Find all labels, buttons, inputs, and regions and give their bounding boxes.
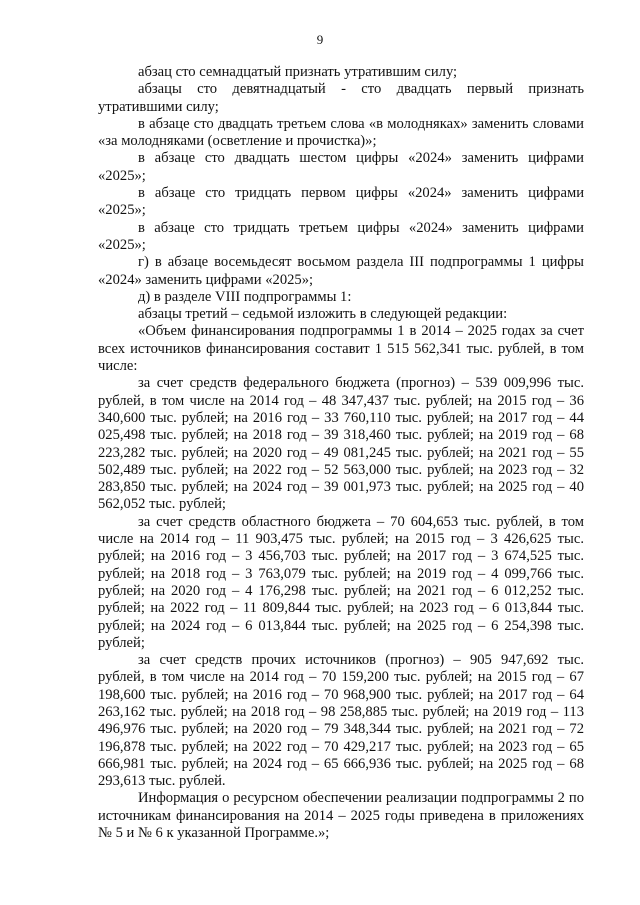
paragraph: абзац сто семнадцатый признать утратившим силу; xyxy=(138,64,458,80)
paragraph: в абзаце сто двадцать шестом цифры «2024» заменить цифрами «2025»; xyxy=(98,150,584,184)
paragraph: за счет средств федерального бюджета (прогноз) – 539 009,996 тыс. рублей, в том числе на 2014 год – 48 347,437 тыс. рублей; на 2015 год – 36 340,600 тыс. рублей; на 2016 год – 33 760,110 тыс. рублей; на 2017 год – 44 025,498 тыс. рублей; на 2018 год – 39 318,460 тыс. рублей; на 2019 год – 68 223,282 тыс. рублей; на 2020 год – 49 081,245 тыс. рублей; на 2021 год – 55 502,489 тыс. рублей; на 2022 год – 52 563,000 тыс. рублей; на 2023 год – 32 283,850 тыс. рублей; на 2024 год – 39 001,973 тыс. рублей; на 2025 год – 40 562,052 тыс. рублей; xyxy=(98,375,584,513)
paragraph: в абзаце сто тридцать третьем цифры «2024» заменить цифрами «2025»; xyxy=(98,219,584,253)
paragraph: абзацы сто девятнадцатый - сто двадцать первый признать утратившими силу; xyxy=(98,81,584,115)
page-number: 9 xyxy=(316,32,324,47)
paragraph: за счет средств областного бюджета – 70 604,653 тыс. рублей, в том числе на 2014 год – 11 903,475 тыс. рублей; на 2015 год – 3 426,625 тыс. рублей; на 2016 год – 3 456,703 тыс. рублей; на 2017 год – 3 674,525 тыс. рублей; на 2018 год – 3 763,079 тыс. рублей; на 2019 год – 4 099,766 тыс. рублей; на 2020 год – 4 176,298 тыс. рублей; на 2021 год – 6 012,252 тыс. рублей; на 2022 год – 11 809,844 тыс. рублей; на 2023 год – 6 013,844 тыс. рублей; на 2024 год – 6 013,844 тыс. рублей; на 2025 год – 6 254,398 тыс. рублей; xyxy=(98,513,584,651)
paragraph: абзацы третий – седьмой изложить в следующей редакции: xyxy=(138,306,508,323)
paragraph: в абзаце сто тридцать первом цифры «2024» заменить цифрами «2025»; xyxy=(98,185,584,219)
paragraph: г) в абзаце восемьдесят восьмом раздела III подпрограммы 1 цифры «2024» заменить цифрами «2025»; xyxy=(98,254,584,288)
paragraph: в абзаце сто двадцать третьем слова «в молодняках» заменить словами «за молодняками (осветление и прочистка)»; xyxy=(98,115,584,150)
document-body xyxy=(98,64,584,842)
paragraph: д) в разделе VIII подпрограммы 1: xyxy=(138,288,352,305)
paragraph: Информация о ресурсном обеспечении реализации подпрограммы 2 по источникам финансирования на 2014 – 2025 годы приведена в приложениях № 5 и № 6 к указанной Программе.»; xyxy=(98,790,584,842)
paragraph: «Объем финансирования подпрограммы 1 в 2014 – 2025 годах за счет всех источников финансирования составит 1 515 562,341 тыс. рублей, в том числе: xyxy=(98,323,584,375)
paragraph: за счет средств прочих источников (прогноз) – 905 947,692 тыс. рублей, в том числе на 2014 год – 70 159,200 тыс. рублей; на 2015 год – 67 198,600 тыс. рублей; на 2016 год – 70 968,900 тыс. рублей; на 2017 год – 64 263,162 тыс. рублей; на 2018 год – 98 258,885 тыс. рублей; на 2019 год – 113 496,976 тыс. рублей; на 2020 год – 79 348,344 тыс. рублей; на 2021 год – 72 196,878 тыс. рублей; на 2022 год – 70 429,217 тыс. рублей; на 2023 год – 65 666,981 тыс. рублей; на 2024 год – 65 666,936 тыс. рублей; на 2025 год – 68 293,613 тыс. рублей. xyxy=(98,652,584,790)
